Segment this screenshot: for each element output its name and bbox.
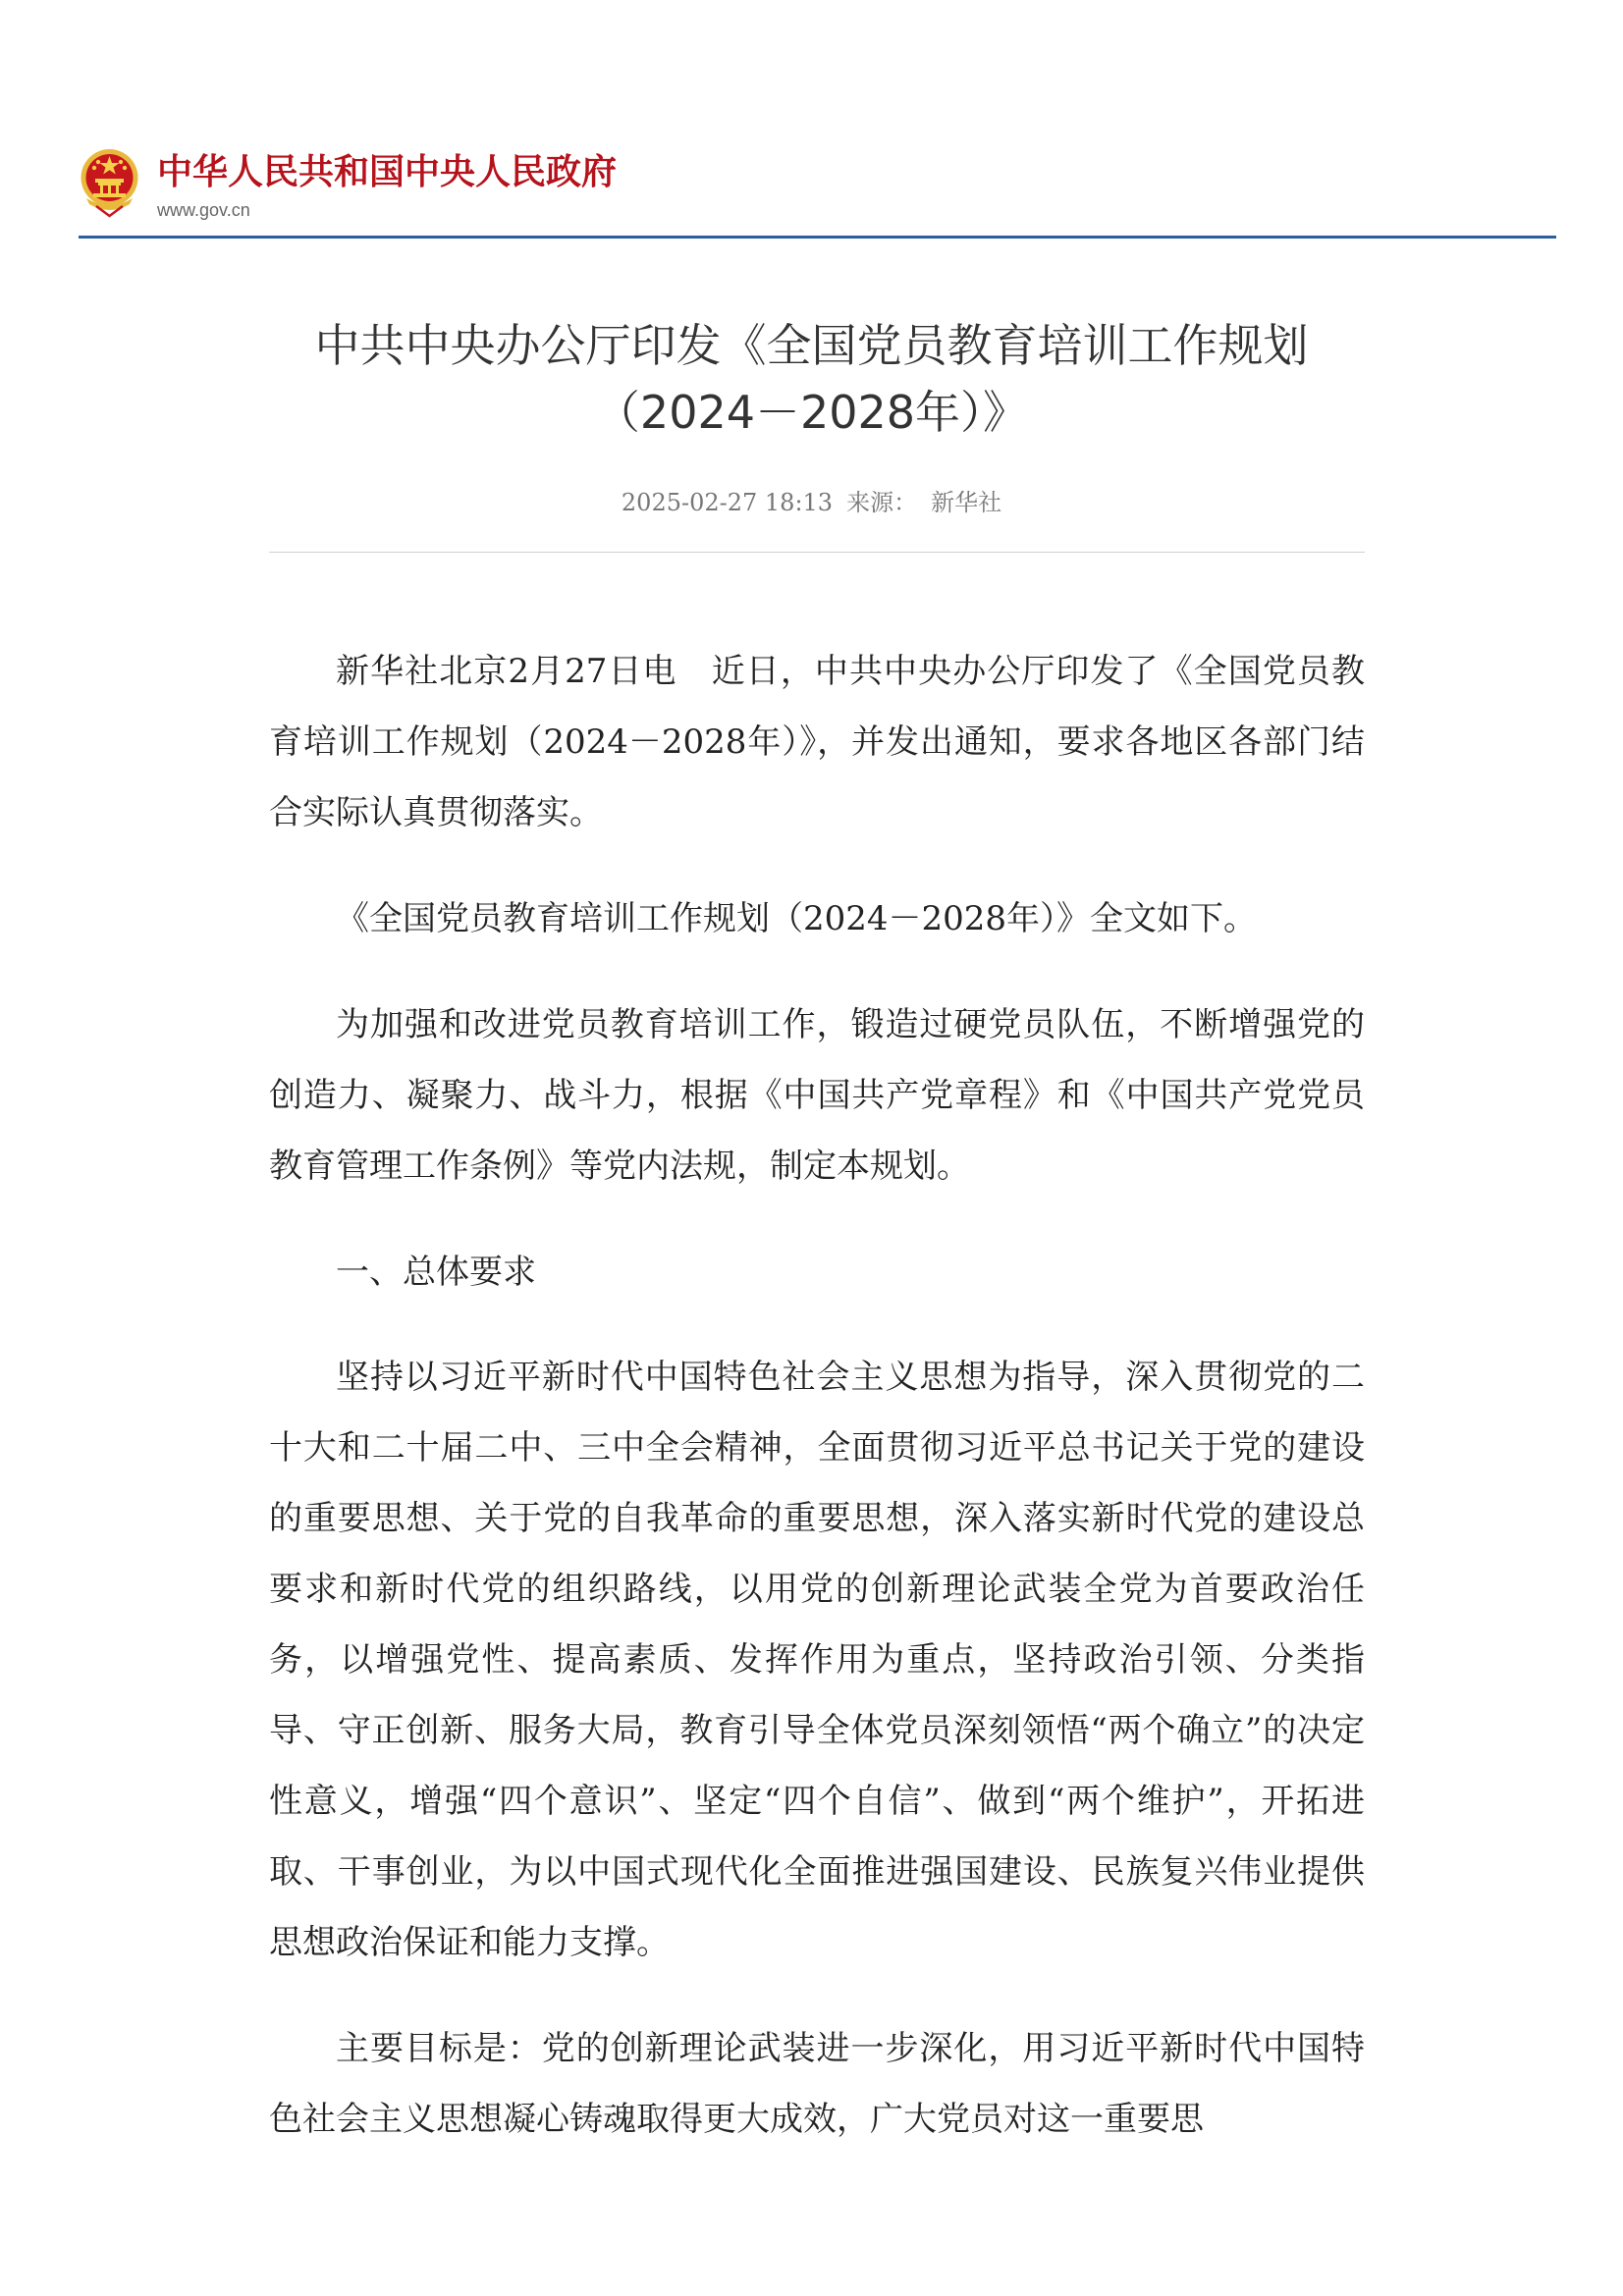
paragraph: 为加强和改进党员教育培训工作，锻造过硬党员队伍，不断增强党的创造力、凝聚力、战斗力，根据《中国共产党章程》和《中国共产党党员教育管理工作条例》等党内法规，制定本规划。 [269, 1005, 1365, 1186]
site-url[interactable]: www.gov.cn [157, 200, 250, 220]
meta-divider [269, 552, 1365, 553]
article-title [196, 312, 1427, 446]
section-heading: 一、总体要求 [336, 1253, 536, 1292]
article-title-line-1: 中共中央办公厅印发《全国党员教育培训工作规划 [314, 319, 1309, 372]
site-title[interactable]: 中华人民共和国中央人民政府 [157, 152, 618, 192]
publish-date: 2025-02-27 18:13 [621, 489, 834, 516]
site-header [79, 147, 1556, 236]
paragraph: 坚持以习近平新时代中国特色社会主义思想为指导，深入贯彻党的二十大和二十届二中、三中全会精神，全面贯彻习近平总书记关于党的建设的重要思想、关于党的自我革命的重要思想，深入落实新时代党的建设总要求和新时代党的组织路线，以用党的创新理论武装全党为首要政治任务，以增强党性、提高素质、发挥作用为重点，坚持政治引领、分类指导、守正创新、服务大局，教育引导全体党员深刻领悟“两个确立”的决定性意义，增强“四个意识”、坚定“四个自信”、做到“两个维护”，开拓进取、干事创业，为以中国式现代化全面推进强国建设、民族复兴伟业提供思想政治保证和能力支撑。 [269, 1358, 1365, 1962]
source-name: 新华社 [931, 489, 1002, 516]
header-divider [79, 236, 1556, 239]
article-meta [196, 488, 1427, 517]
article-body [269, 636, 1365, 2190]
paragraph: 主要目标是：党的创新理论武装进一步深化，用习近平新时代中国特色社会主义思想凝心铸魂取得更大成效，广大党员对这一重要思 [269, 2029, 1365, 2139]
article-title-line-2: （2024－2028年）》 [594, 386, 1029, 439]
national-emblem-icon[interactable] [79, 147, 140, 218]
paragraph: 新华社北京2月27日电 近日，中共中央办公厅印发了《全国党员教育培训工作规划（2024－2028年）》，并发出通知，要求各地区各部门结合实际认真贯彻落实。 [269, 652, 1365, 832]
source-label: 来源： [846, 489, 918, 516]
paragraph: 《全国党员教育培训工作规划（2024－2028年）》全文如下。 [336, 899, 1258, 938]
